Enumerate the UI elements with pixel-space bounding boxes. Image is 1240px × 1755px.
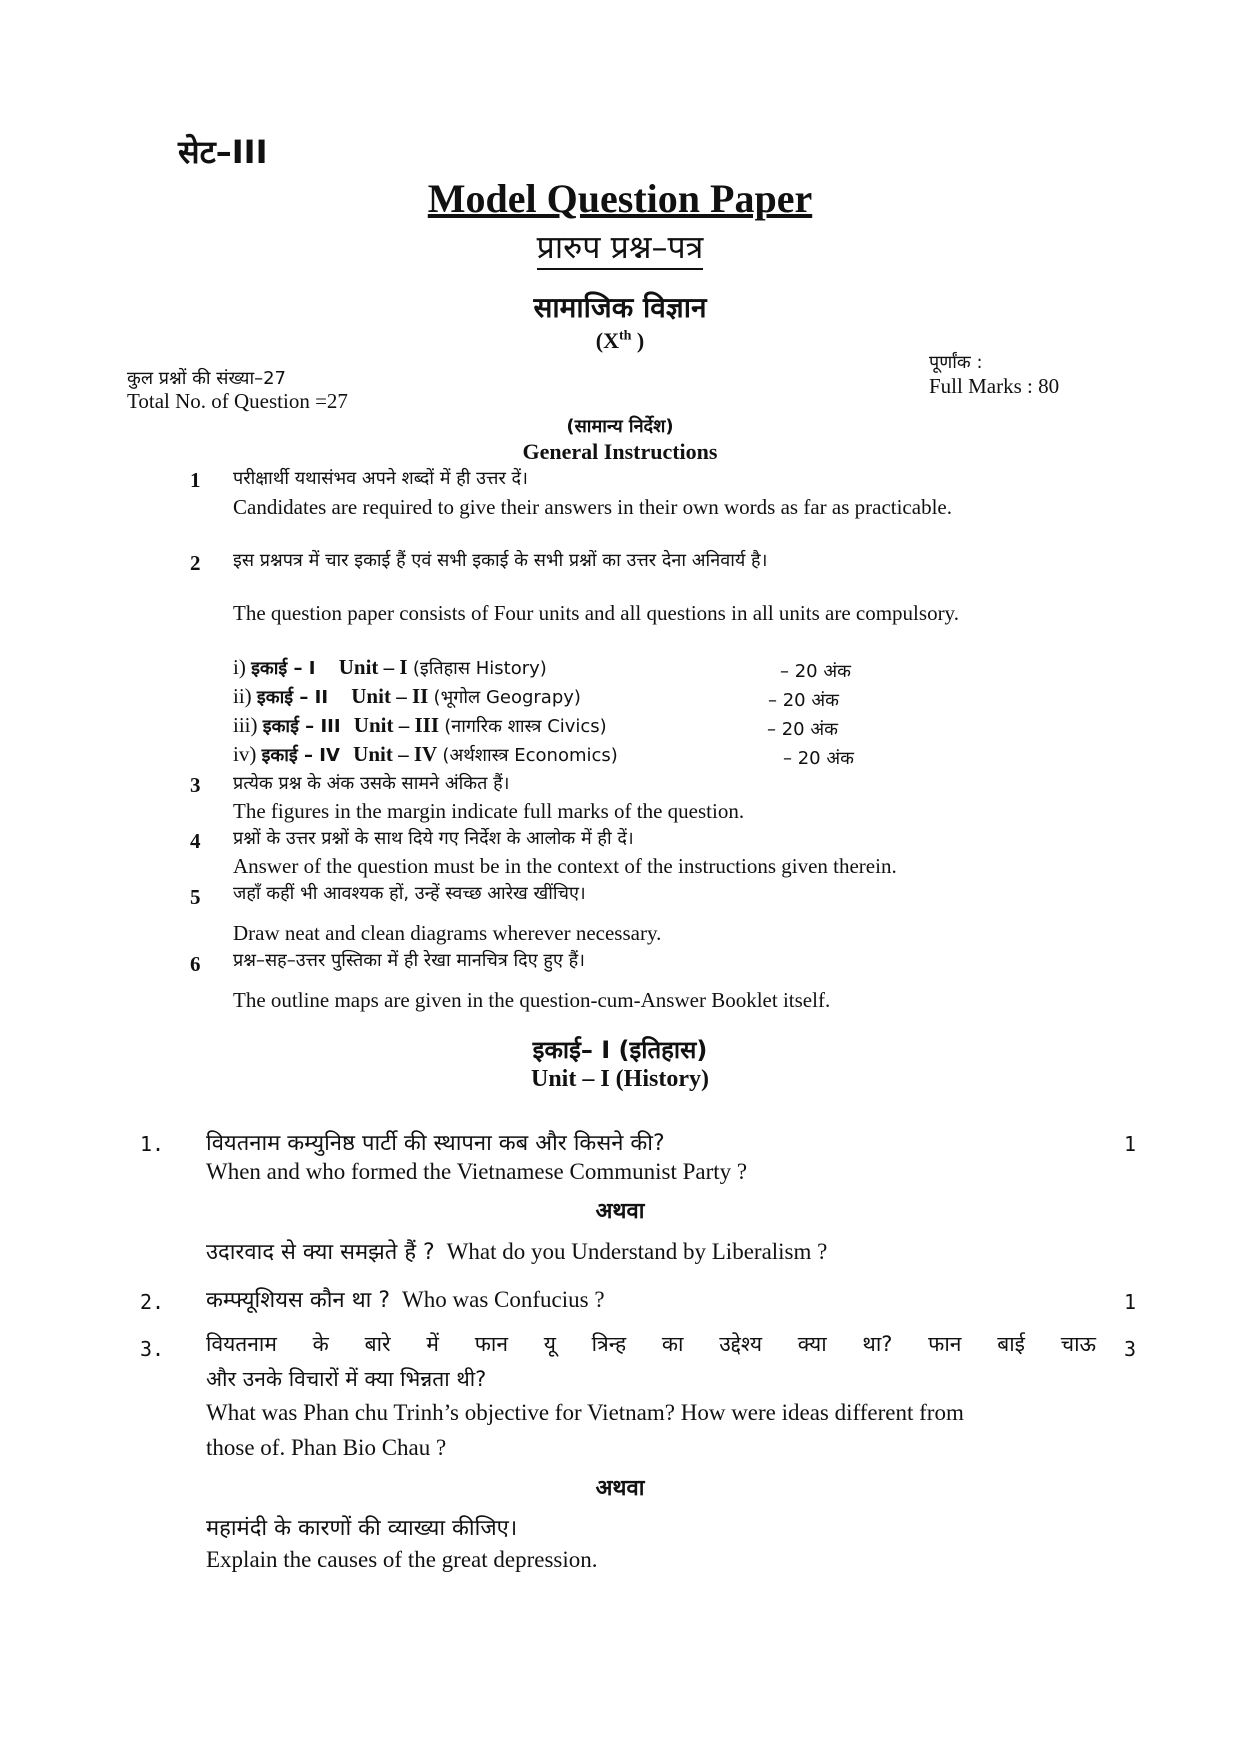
instruction-number: 5 [190,885,201,909]
instruction-english: Answer of the question must be in the context of the instructions given therein. [233,854,897,878]
class-label: (Xth ) [595,328,645,353]
total-questions-english: Total No. of Question =27 [127,389,348,413]
question-english: those of. Phan Bio Chau ? [206,1435,447,1460]
full-marks-english: Full Marks : 80 [929,374,1060,398]
subject-title: सामाजिक विज्ञान [533,291,707,324]
question-number: 2. [140,1290,165,1314]
paper-title: Model Question Paper [427,176,813,221]
instruction-hindi: प्रश्नों के उत्तर प्रश्नों के साथ दिये गए निर्देश के आलोक में ही दें। [233,828,634,849]
unit-marks: – 20 अंक [767,719,838,740]
instruction-hindi: परीक्षार्थी यथासंभव अपने शब्दों में ही उत्तर दें। [233,468,528,489]
unit-marks: – 20 अंक [783,748,854,769]
instruction-english: Candidates are required to give their answers in their own words as far as practicable. [233,495,952,519]
question-marks: 1 [1124,1290,1137,1314]
question-marks: 3 [1124,1337,1137,1361]
question-hindi: और उनके विचारों में क्या भिन्नता थी? [206,1367,487,1391]
total-questions-hindi: कुल प्रश्नों की संख्या–27 [127,368,287,389]
unit-heading-hindi: इकाई– I (इतिहास) [532,1036,708,1064]
instruction-hindi: प्रश्न–सह–उत्तर पुस्तिका में ही रेखा मानचित्र दिए हुए हैं। [233,950,586,971]
unit-marks: – 20 अंक [768,690,839,711]
paper-title-hindi: प्रारुप प्रश्न–पत्र [0,225,1240,268]
unit-marks: – 20 अंक [780,661,851,682]
instruction-number: 4 [190,829,201,853]
instructions-heading: General Instructions [522,439,718,464]
or-separator: अथवा [595,1476,645,1501]
question-number: 1. [140,1132,165,1156]
instruction-hindi: प्रत्येक प्रश्न के अंक उसके सामने अंकित हैं। [233,773,510,794]
instruction-number: 2 [190,551,201,575]
question-hindi: वियतनाम कम्युनिष्ठ पार्टी की स्थापना कब और किसने की? [206,1131,665,1156]
question-hindi: वियतनाम के बारे में फान यू त्रिन्ह का उद्देश्य क्या था? फान बाई चाऊ [206,1332,1096,1356]
question-english: What was Phan chu Trinh’s objective for Vietnam? How were ideas different from [206,1400,964,1425]
instruction-hindi: इस प्रश्नपत्र में चार इकाई हैं एवं सभी इकाई के सभी प्रश्नों का उत्तर देना अनिवार्य है। [233,550,768,571]
instruction-number: 3 [190,773,201,797]
set-label: सेट–III [178,133,268,171]
instruction-english: The figures in the margin indicate full marks of the question. [233,799,745,823]
question-marks: 1 [1124,1132,1137,1156]
alternative-question-english: Explain the causes of the great depression. [206,1547,598,1572]
instruction-english: The outline maps are given in the question-cum-Answer Booklet itself. [233,988,831,1012]
instructions-heading-hindi: (सामान्य निर्देश) [566,416,674,437]
instruction-hindi: जहाँ कहीं भी आवश्यक हों, उन्हें स्वच्छ आरेख खींचिए। [233,883,586,904]
instruction-number: 6 [190,952,201,976]
instruction-english: Draw neat and clean diagrams wherever necessary. [233,921,662,945]
unit-row: iv) इकाई – IV Unit – IV (अर्थशास्त्र Economics) [233,742,618,766]
question-english: When and who formed the Vietnamese Communist Party ? [206,1159,748,1184]
instruction-number: 1 [190,468,201,492]
question-text: कम्फ्यूशियस कौन था ? Who was Confucius ? [206,1287,605,1313]
unit-row: ii) इकाई – II Unit – II (भूगोल Geograpy) [233,684,581,708]
or-separator: अथवा [595,1199,645,1224]
unit-heading: Unit – I (History) [531,1066,709,1092]
question-number: 3. [140,1337,165,1361]
unit-row: iii) इकाई – III Unit – III (नागरिक शास्त्र Civics) [233,713,607,737]
full-marks-hindi: पूर्णांक : [929,352,983,373]
unit-row: i) इकाई – I Unit – I (इतिहास History) [233,655,547,679]
instruction-english: The question paper consists of Four units and all questions in all units are compulsory. [233,601,959,625]
alternative-question: उदारवाद से क्या समझते हैं ? What do you Understand by Liberalism ? [206,1239,828,1265]
alternative-question-hindi: महामंदी के कारणों की व्याख्या कीजिए। [206,1516,518,1541]
